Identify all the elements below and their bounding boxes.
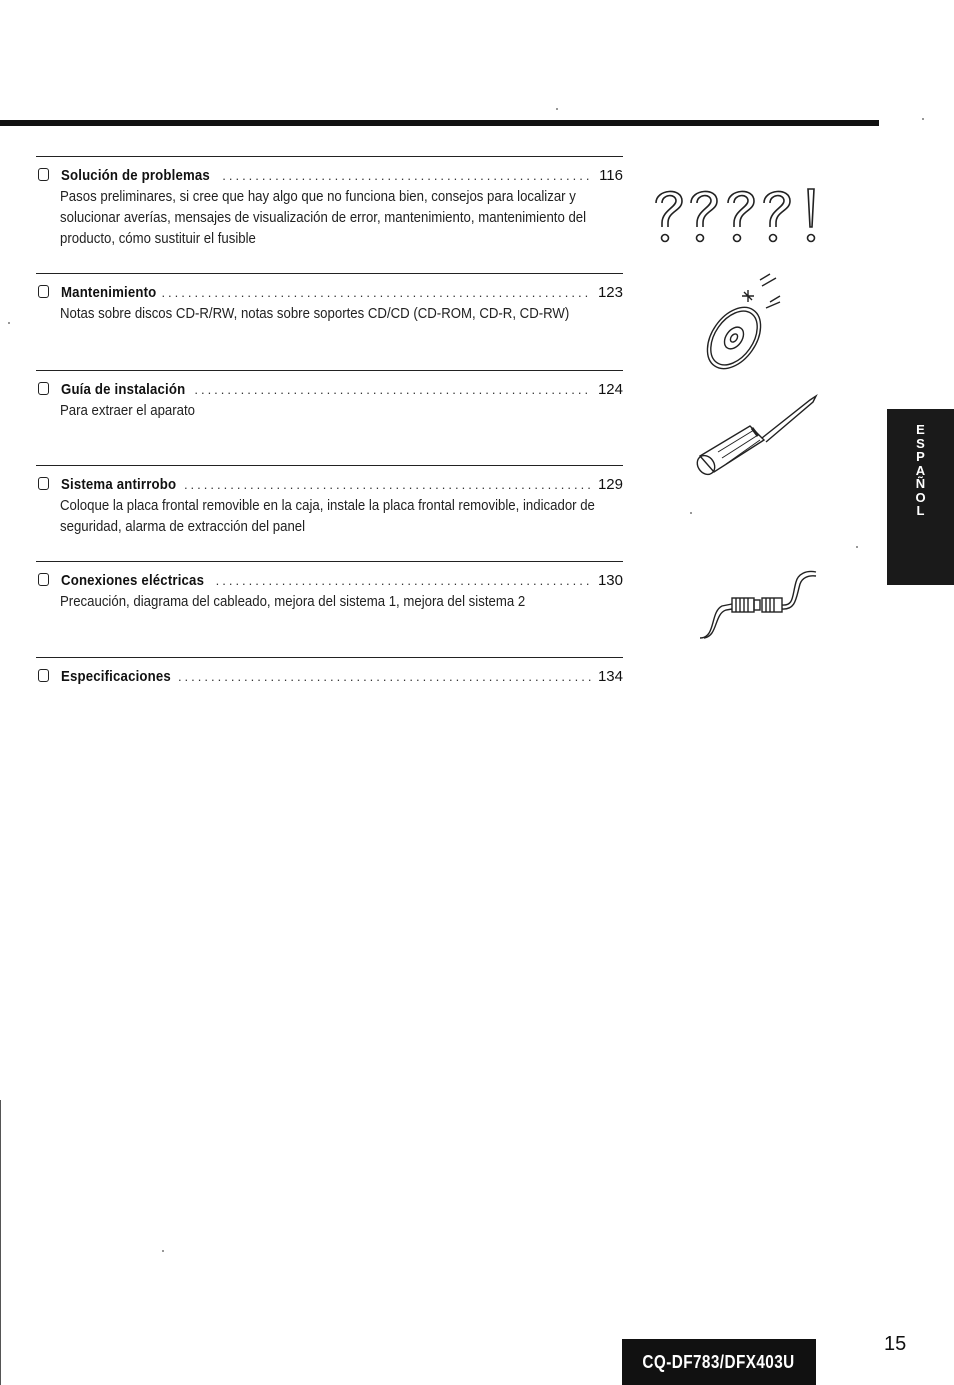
dot-leader	[222, 166, 591, 186]
page-number: 15	[884, 1333, 907, 1355]
dot-leader	[178, 667, 591, 687]
toc-entry-specifications	[36, 657, 623, 687]
entry-page-number[interactable]: 124	[597, 381, 623, 398]
entry-description: Notas sobre discos CD-R/RW, notas sobre soportes CD/CD (CD-ROM, CD-R, CD-RW)	[60, 305, 570, 322]
side-tab-letter: Ñ	[915, 476, 926, 491]
entry-page-number[interactable]: 134	[597, 668, 623, 685]
entry-title[interactable]: Solución de problemas	[61, 167, 210, 184]
toc-entry-maintenance	[36, 273, 623, 324]
entry-page-number[interactable]: 130	[597, 572, 623, 589]
entry-description: Precaución, diagrama del cableado, mejora del sistema 1, mejora del sistema 2	[60, 593, 526, 610]
screwdriver-icon	[692, 392, 818, 478]
side-tab-letter: E	[916, 422, 925, 437]
side-tab-letter: S	[916, 435, 925, 451]
dot-leader	[161, 283, 591, 303]
top-rule	[0, 120, 879, 126]
scan-speck	[690, 512, 692, 514]
checkbox-icon	[38, 285, 49, 298]
entry-title[interactable]: Especificaciones	[61, 668, 171, 685]
entry-description: Para extraer el aparato	[60, 402, 196, 419]
scan-speck	[856, 546, 858, 548]
entry-description: Coloque la placa frontal removible en la caja, instale la placa frontal removible, indicador de seguridad, alarma de extracción del panel	[60, 497, 595, 535]
cd-disc-icon	[700, 272, 790, 372]
model-number: CQ-DF783/DFX403U	[642, 1351, 796, 1372]
dot-leader	[184, 475, 591, 495]
scan-speck	[922, 118, 924, 120]
checkbox-icon	[38, 573, 49, 586]
entry-title[interactable]: Conexiones eléctricas	[61, 572, 205, 589]
entry-description: Pasos preliminares, si cree que hay algo que no funciona bien, consejos para localizar y solucionar averías, mensajes de visualización de error, mantenimiento, mantenimiento del producto, cómo sustituir el fusible	[60, 188, 587, 247]
dot-leader	[216, 571, 591, 591]
language-side-tab	[887, 409, 954, 585]
dot-leader	[194, 380, 591, 400]
side-tab-letter: P	[916, 449, 925, 464]
side-tab-letter: L	[916, 503, 925, 518]
question-marks-icon	[648, 183, 823, 245]
entry-page-number[interactable]: 129	[597, 476, 623, 493]
model-number-badge	[622, 1339, 816, 1385]
toc-entry-troubleshooting	[36, 156, 623, 249]
margin-line	[0, 1100, 1, 1385]
side-tab-letter: A	[915, 462, 926, 478]
cable-connector-icon	[696, 568, 821, 640]
checkbox-icon	[38, 477, 49, 490]
toc-entry-electrical	[36, 561, 623, 612]
checkbox-icon	[38, 168, 49, 181]
entry-title[interactable]: Sistema antirrobo	[61, 476, 177, 493]
side-tab-letter: O	[915, 489, 926, 505]
entry-title[interactable]: Guía de instalación	[61, 381, 186, 398]
checkbox-icon	[38, 382, 49, 395]
scan-speck	[162, 1250, 164, 1252]
toc-entry-antitheft	[36, 465, 623, 537]
toc-entry-installation	[36, 370, 623, 421]
entry-page-number[interactable]: 123	[597, 284, 623, 301]
checkbox-icon	[38, 669, 49, 682]
entry-page-number[interactable]: 116	[599, 167, 623, 184]
entry-title[interactable]: Mantenimiento	[61, 284, 157, 301]
scan-speck	[556, 108, 558, 110]
scan-speck	[8, 322, 10, 324]
